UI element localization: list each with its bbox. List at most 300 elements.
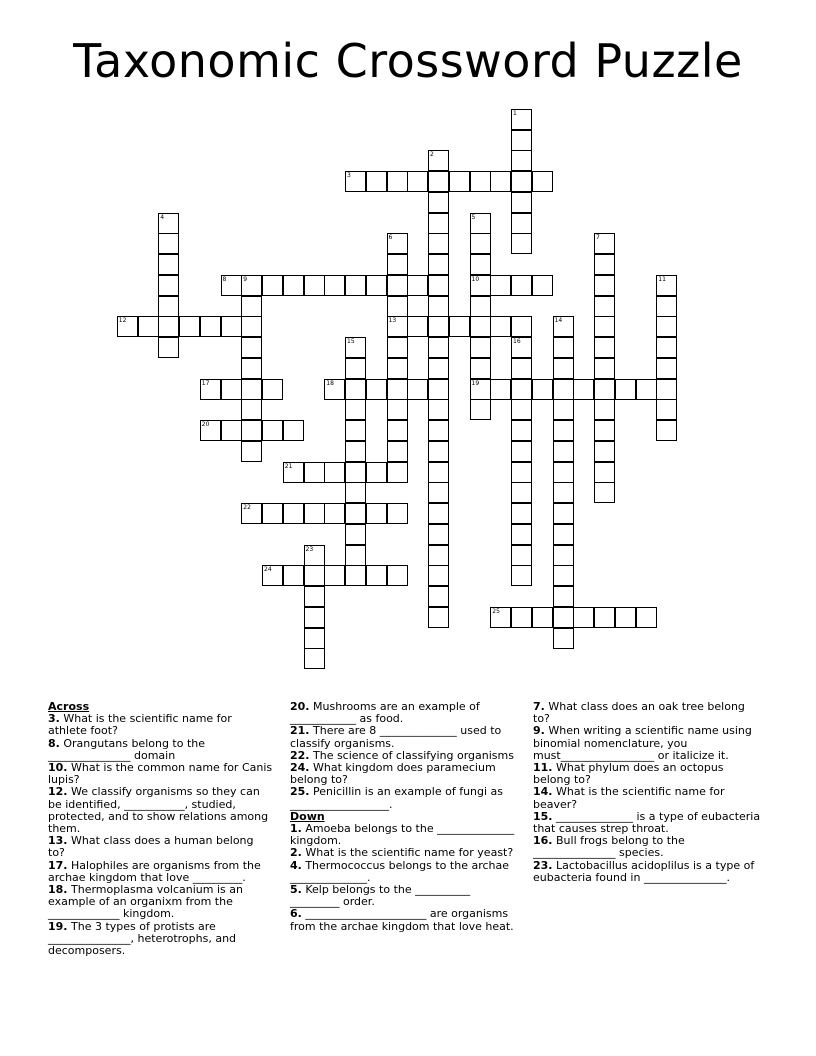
crossword-cell[interactable] (324, 565, 345, 586)
clue-number-label: 1 (513, 109, 517, 117)
crossword-cell[interactable] (158, 337, 179, 358)
clue-number-label: 9 (243, 275, 248, 283)
clue-number-label: 21 (284, 462, 293, 470)
clue-text: What phylum does an octopus belong to? (533, 761, 724, 787)
crossword-cell[interactable] (241, 337, 262, 358)
down-clue (533, 811, 763, 835)
crossword-cell[interactable] (366, 379, 387, 400)
crossword-cell[interactable] (553, 503, 574, 524)
crossword-cell[interactable] (345, 275, 366, 296)
clue-text: Penicillin is an example of fungi as __________________. (290, 785, 504, 811)
clue-number-label: 13 (388, 317, 397, 325)
crossword-cell[interactable] (158, 233, 179, 254)
crossword-cell[interactable] (304, 648, 325, 669)
crossword-cell[interactable] (470, 233, 491, 254)
crossword-cell[interactable] (387, 316, 408, 337)
crossword-cell[interactable] (511, 337, 532, 358)
crossword-cell[interactable] (428, 254, 449, 275)
crossword-cell[interactable] (511, 441, 532, 462)
crossword-cell[interactable] (387, 503, 408, 524)
clue-number: 10. (48, 761, 68, 775)
crossword-cell[interactable] (553, 545, 574, 566)
clue-number: 16. (533, 834, 553, 848)
crossword-cell[interactable] (200, 316, 221, 337)
crossword-cell[interactable] (387, 441, 408, 462)
crossword-cell[interactable] (553, 482, 574, 503)
crossword-cell[interactable] (656, 275, 677, 296)
crossword-cell[interactable] (283, 462, 304, 483)
crossword-cell[interactable] (594, 358, 615, 379)
crossword-cell[interactable] (573, 379, 594, 400)
crossword-cell[interactable] (428, 171, 449, 192)
clue-text: Lactobacillus acidoplilus is a type of eubacteria found in _______________. (533, 858, 755, 884)
clue-number: 1. (290, 822, 302, 836)
clue-number-label: 18 (326, 379, 334, 387)
clue-number-label: 8 (222, 275, 227, 283)
clue-number: 9. (533, 724, 545, 738)
clue-number: 4. (290, 858, 302, 872)
crossword-cell[interactable] (283, 275, 304, 296)
crossword-cell[interactable] (387, 379, 408, 400)
clue-number: 14. (533, 785, 553, 799)
crossword-cell[interactable] (490, 316, 511, 337)
crossword-cell[interactable] (532, 379, 553, 400)
crossword-cell[interactable] (366, 503, 387, 524)
crossword-cell[interactable] (241, 296, 262, 317)
crossword-cell[interactable] (304, 607, 325, 628)
clue-text: What class does an oak tree belong to? (533, 700, 745, 726)
crossword-cell[interactable] (324, 275, 345, 296)
crossword-cell[interactable] (241, 316, 262, 337)
crossword-cell[interactable] (428, 565, 449, 586)
clue-text: What is the scientific name for athlete foot? (48, 712, 232, 738)
crossword-cell[interactable] (283, 420, 304, 441)
across-clue (48, 738, 273, 762)
crossword-cell[interactable] (241, 420, 262, 441)
clue-number-label: 17 (201, 379, 210, 387)
crossword-cell[interactable] (511, 233, 532, 254)
clue-number-label: 6 (388, 234, 393, 242)
crossword-cell[interactable] (262, 420, 283, 441)
crossword-cell[interactable] (615, 379, 636, 400)
crossword-cell[interactable] (428, 441, 449, 462)
clue-number: 2. (290, 846, 302, 860)
crossword-cell[interactable] (428, 503, 449, 524)
clue-number: 20. (290, 700, 310, 713)
crossword-cell[interactable] (262, 565, 283, 586)
crossword-cell[interactable] (511, 192, 532, 213)
crossword-cell[interactable] (158, 316, 179, 337)
crossword-cell[interactable] (345, 524, 366, 545)
crossword-cell[interactable] (511, 316, 532, 337)
crossword-cell[interactable] (428, 316, 449, 337)
crossword-cell[interactable] (407, 316, 428, 337)
crossword-cell[interactable] (179, 316, 200, 337)
crossword-cell[interactable] (656, 337, 677, 358)
crossword-cell[interactable] (594, 607, 615, 628)
crossword-cell[interactable] (511, 109, 532, 130)
crossword-cell[interactable] (470, 213, 491, 234)
crossword-cell[interactable] (594, 462, 615, 483)
crossword-cell[interactable] (387, 254, 408, 275)
crossword-cell[interactable] (636, 607, 657, 628)
clue-text: We classify organisms so they can be identified, ___________, studied, protected, and to show relations among them. (48, 785, 269, 836)
crossword-cell[interactable] (428, 296, 449, 317)
crossword-cell[interactable] (553, 586, 574, 607)
crossword-cell[interactable] (241, 503, 262, 524)
crossword-cell[interactable] (594, 420, 615, 441)
crossword-cell[interactable] (200, 420, 221, 441)
clue-text: There are 8 ______________ used to classify organisms. (290, 724, 502, 750)
crossword-cell[interactable] (428, 607, 449, 628)
crossword-cell[interactable] (387, 358, 408, 379)
crossword-cell[interactable] (428, 233, 449, 254)
crossword-cell[interactable] (511, 565, 532, 586)
crossword-cell[interactable] (594, 482, 615, 503)
clue-text: The science of classifying organisms (309, 748, 514, 762)
crossword-cell[interactable] (304, 275, 325, 296)
crossword-cell[interactable] (470, 337, 491, 358)
clue-text: ______________________ are organisms from the archae kingdom that love heat. (290, 907, 514, 933)
crossword-cell[interactable] (345, 358, 366, 379)
crossword-cell[interactable] (511, 524, 532, 545)
crossword-cell[interactable] (428, 337, 449, 358)
crossword-cell[interactable] (470, 171, 491, 192)
crossword-cell[interactable] (158, 254, 179, 275)
down-clue (533, 701, 763, 725)
crossword-cell[interactable] (428, 586, 449, 607)
crossword-cell[interactable] (449, 316, 470, 337)
clue-number-label: 7 (596, 234, 600, 242)
crossword-cell[interactable] (573, 607, 594, 628)
crossword-cell[interactable] (553, 628, 574, 649)
crossword-cell[interactable] (553, 565, 574, 586)
down-clue (533, 786, 763, 810)
crossword-cell[interactable] (553, 462, 574, 483)
crossword-cell[interactable] (428, 192, 449, 213)
crossword-cell[interactable] (553, 399, 574, 420)
across-clue (290, 701, 520, 725)
crossword-cell[interactable] (428, 150, 449, 171)
crossword-cell[interactable] (407, 275, 428, 296)
crossword-cell[interactable] (387, 275, 408, 296)
crossword-cell[interactable] (594, 399, 615, 420)
crossword-cell[interactable] (324, 503, 345, 524)
crossword-cell[interactable] (511, 379, 532, 400)
crossword-cell[interactable] (470, 358, 491, 379)
crossword-cell[interactable] (241, 275, 262, 296)
clues-column-2 (290, 701, 520, 933)
crossword-cell[interactable] (304, 565, 325, 586)
crossword-cell[interactable] (262, 379, 283, 400)
clue-number: 8. (48, 736, 60, 750)
clue-number-label: 24 (264, 566, 272, 574)
crossword-cell[interactable] (366, 275, 387, 296)
crossword-cell[interactable] (553, 524, 574, 545)
clue-text: Thermococcus belongs to the archae ______________. (290, 858, 510, 884)
crossword-cell[interactable] (262, 503, 283, 524)
crossword-cell[interactable] (490, 171, 511, 192)
crossword-cell[interactable] (594, 379, 615, 400)
clue-number-label: 15 (347, 338, 355, 345)
crossword-cell[interactable] (117, 316, 138, 337)
crossword-cell[interactable] (428, 420, 449, 441)
clue-number-label: 3 (347, 172, 351, 179)
clue-text: When writing a scientific name using binomial nomenclature, you must_________________ or italicize it. (533, 724, 752, 762)
crossword-cell[interactable] (656, 358, 677, 379)
crossword-cell[interactable] (221, 420, 242, 441)
crossword-cell[interactable] (262, 275, 283, 296)
crossword-cell[interactable] (532, 607, 553, 628)
crossword-cell[interactable] (200, 379, 221, 400)
crossword-cell[interactable] (345, 337, 366, 358)
crossword-cell[interactable] (470, 254, 491, 275)
crossword-cell[interactable] (594, 275, 615, 296)
clue-number-label: 2 (430, 151, 434, 159)
crossword-cell[interactable] (221, 275, 242, 296)
clue-number: 11. (533, 761, 553, 775)
crossword-cell[interactable] (366, 462, 387, 483)
clue-text: What is the scientific name for yeast? (301, 846, 514, 860)
crossword-cell[interactable] (511, 503, 532, 524)
crossword-cell[interactable] (387, 565, 408, 586)
across-clue (48, 786, 273, 835)
crossword-cell[interactable] (158, 275, 179, 296)
crossword-cell[interactable] (345, 399, 366, 420)
crossword-cell[interactable] (158, 213, 179, 234)
crossword-cell[interactable] (656, 399, 677, 420)
crossword-cell[interactable] (511, 150, 532, 171)
clue-text: ______________ is a type of eubacteria that causes strep throat. (533, 809, 761, 836)
crossword-cell[interactable] (511, 275, 532, 296)
clue-number-label: 12 (118, 317, 127, 325)
crossword-cell[interactable] (324, 462, 345, 483)
clue-number-label: 19 (471, 379, 480, 387)
clue-number: 24. (290, 761, 310, 775)
across-heading: Across (48, 700, 90, 713)
clue-number-label: 5 (471, 213, 476, 221)
down-clue (290, 860, 520, 884)
crossword-cell[interactable] (345, 441, 366, 462)
across-clue (290, 786, 520, 810)
clue-number: 21. (290, 724, 310, 738)
crossword-cell[interactable] (470, 296, 491, 317)
crossword-cell[interactable] (428, 379, 449, 400)
crossword-cell[interactable] (221, 316, 242, 337)
clue-number: 7. (533, 700, 545, 713)
crossword-cell[interactable] (594, 233, 615, 254)
crossword-cell[interactable] (138, 316, 159, 337)
clue-number: 18. (48, 883, 68, 897)
down-clue (533, 762, 763, 786)
crossword-cell[interactable] (594, 316, 615, 337)
crossword-cell[interactable] (304, 462, 325, 483)
crossword-cell[interactable] (656, 296, 677, 317)
crossword-cell[interactable] (511, 399, 532, 420)
clue-number: 23. (533, 858, 553, 872)
clues-column-1 (48, 701, 273, 957)
crossword-cell[interactable] (345, 379, 366, 400)
down-clue (290, 823, 520, 847)
crossword-cell[interactable] (511, 545, 532, 566)
crossword-cell[interactable] (490, 275, 511, 296)
crossword-cell[interactable] (511, 358, 532, 379)
crossword-cell[interactable] (283, 565, 304, 586)
clues-column-3 (533, 701, 763, 884)
crossword-cell[interactable] (553, 607, 574, 628)
clue-number-label: 10 (471, 275, 480, 283)
across-clue (48, 713, 273, 737)
crossword-cell[interactable] (656, 379, 677, 400)
crossword-cell[interactable] (304, 503, 325, 524)
down-clue (290, 908, 520, 932)
crossword-cell[interactable] (428, 399, 449, 420)
clue-number-label: 22 (243, 504, 251, 511)
crossword-cell[interactable] (345, 482, 366, 503)
down-clue (290, 884, 520, 908)
crossword-cell[interactable] (511, 420, 532, 441)
clue-text: What is the common name for Canis lupis? (48, 761, 273, 787)
crossword-cell[interactable] (511, 607, 532, 628)
crossword-cell[interactable] (366, 171, 387, 192)
crossword-cell[interactable] (470, 275, 491, 296)
crossword-cell[interactable] (511, 171, 532, 192)
clue-number: 15. (533, 809, 553, 823)
clue-text: Thermoplasma volcanium is an example of an organixm from the _____________ kingdom. (48, 883, 243, 921)
crossword-cell[interactable] (470, 399, 491, 420)
crossword-cell[interactable] (656, 420, 677, 441)
clue-text: What is the scientific name for beaver? (533, 785, 725, 811)
crossword-cell[interactable] (553, 420, 574, 441)
crossword-cell[interactable] (407, 379, 428, 400)
page-title: Taxonomic Crossword Puzzle (73, 34, 743, 88)
crossword-cell[interactable] (532, 275, 553, 296)
crossword-cell[interactable] (345, 462, 366, 483)
crossword-cell[interactable] (428, 545, 449, 566)
clue-number: 13. (48, 834, 68, 848)
crossword-cell[interactable] (304, 628, 325, 649)
crossword-cell[interactable] (345, 171, 366, 192)
crossword-cell[interactable] (428, 482, 449, 503)
crossword-cell[interactable] (241, 358, 262, 379)
crossword-cell[interactable] (594, 254, 615, 275)
crossword-cell[interactable] (387, 399, 408, 420)
crossword-cell[interactable] (511, 213, 532, 234)
clue-number: 17. (48, 858, 68, 872)
clue-text: Mushrooms are an example of ____________ as food. (290, 700, 480, 726)
clue-text: Bull frogs belong to the _______________ species. (533, 834, 685, 860)
clue-number: 5. (290, 883, 302, 897)
across-clue (290, 762, 520, 786)
crossword-cell[interactable] (387, 420, 408, 441)
crossword-cell[interactable] (594, 337, 615, 358)
clue-number-label: 20 (201, 421, 210, 428)
clue-number-label: 25 (492, 607, 500, 615)
crossword-cell[interactable] (241, 399, 262, 420)
crossword-cell[interactable] (428, 524, 449, 545)
crossword-cell[interactable] (470, 316, 491, 337)
clue-text: Orangutans belong to the _______________ domain (48, 736, 206, 762)
clue-number-label: 23 (305, 545, 314, 553)
crossword-cell[interactable] (553, 337, 574, 358)
crossword-cell[interactable] (387, 462, 408, 483)
clue-number: 19. (48, 919, 68, 933)
clue-text: Amoeba belongs to the ______________ kingdom. (290, 822, 515, 848)
clue-text: What kingdom does paramecium belong to? (290, 761, 496, 787)
crossword-cell[interactable] (387, 171, 408, 192)
crossword-cell[interactable] (345, 565, 366, 586)
down-clue (533, 860, 763, 884)
crossword-cell[interactable] (594, 296, 615, 317)
crossword-cell[interactable] (241, 379, 262, 400)
crossword-cell[interactable] (594, 441, 615, 462)
crossword-cell[interactable] (553, 316, 574, 337)
crossword-cell[interactable] (511, 482, 532, 503)
crossword-cell[interactable] (428, 462, 449, 483)
crossword-cell[interactable] (553, 379, 574, 400)
crossword-cell[interactable] (656, 316, 677, 337)
clue-text: What class does a human belong to? (48, 834, 254, 860)
crossword-cell[interactable] (387, 296, 408, 317)
crossword-cell[interactable] (615, 607, 636, 628)
crossword-cell[interactable] (345, 420, 366, 441)
clue-text: The 3 types of protists are _______________, heterotrophs, and decomposers. (48, 919, 237, 958)
across-clue (48, 762, 273, 786)
crossword-cell[interactable] (304, 545, 325, 566)
clue-number: 6. (290, 907, 302, 921)
clue-text: Halophiles are organisms from the archae kingdom that love _________. (48, 858, 261, 884)
crossword-cell[interactable] (553, 358, 574, 379)
across-clue (48, 921, 273, 958)
crossword-cell[interactable] (490, 607, 511, 628)
crossword-cell[interactable] (221, 379, 242, 400)
crossword-cell[interactable] (428, 358, 449, 379)
crossword-cell[interactable] (532, 171, 553, 192)
crossword-cell[interactable] (324, 379, 345, 400)
crossword-cell[interactable] (511, 130, 532, 151)
across-clue (48, 835, 273, 859)
crossword-cell[interactable] (158, 296, 179, 317)
crossword-cell[interactable] (345, 545, 366, 566)
clue-number-label: 11 (658, 275, 666, 283)
crossword-cell[interactable] (387, 337, 408, 358)
crossword-cell[interactable] (283, 503, 304, 524)
crossword-cell[interactable] (387, 233, 408, 254)
clue-number-label: 16 (513, 338, 521, 345)
crossword-cell[interactable] (407, 171, 428, 192)
down-clue (533, 725, 763, 762)
crossword-cell[interactable] (304, 586, 325, 607)
crossword-cell[interactable] (511, 462, 532, 483)
crossword-cell[interactable] (428, 275, 449, 296)
crossword-cell[interactable] (553, 441, 574, 462)
down-heading: Down (290, 809, 325, 823)
crossword-cell[interactable] (470, 379, 491, 400)
crossword-cell[interactable] (345, 503, 366, 524)
crossword-cell[interactable] (449, 171, 470, 192)
crossword-cell[interactable] (636, 379, 657, 400)
clue-number-label: 4 (160, 213, 165, 221)
across-clue (48, 860, 273, 884)
clue-number: 12. (48, 785, 68, 799)
down-clue (533, 835, 763, 859)
crossword-cell[interactable] (241, 441, 262, 462)
across-clue (48, 884, 273, 921)
crossword-cell[interactable] (366, 565, 387, 586)
crossword-cell[interactable] (490, 379, 511, 400)
clue-number: 3. (48, 712, 60, 726)
crossword-cell[interactable] (428, 213, 449, 234)
